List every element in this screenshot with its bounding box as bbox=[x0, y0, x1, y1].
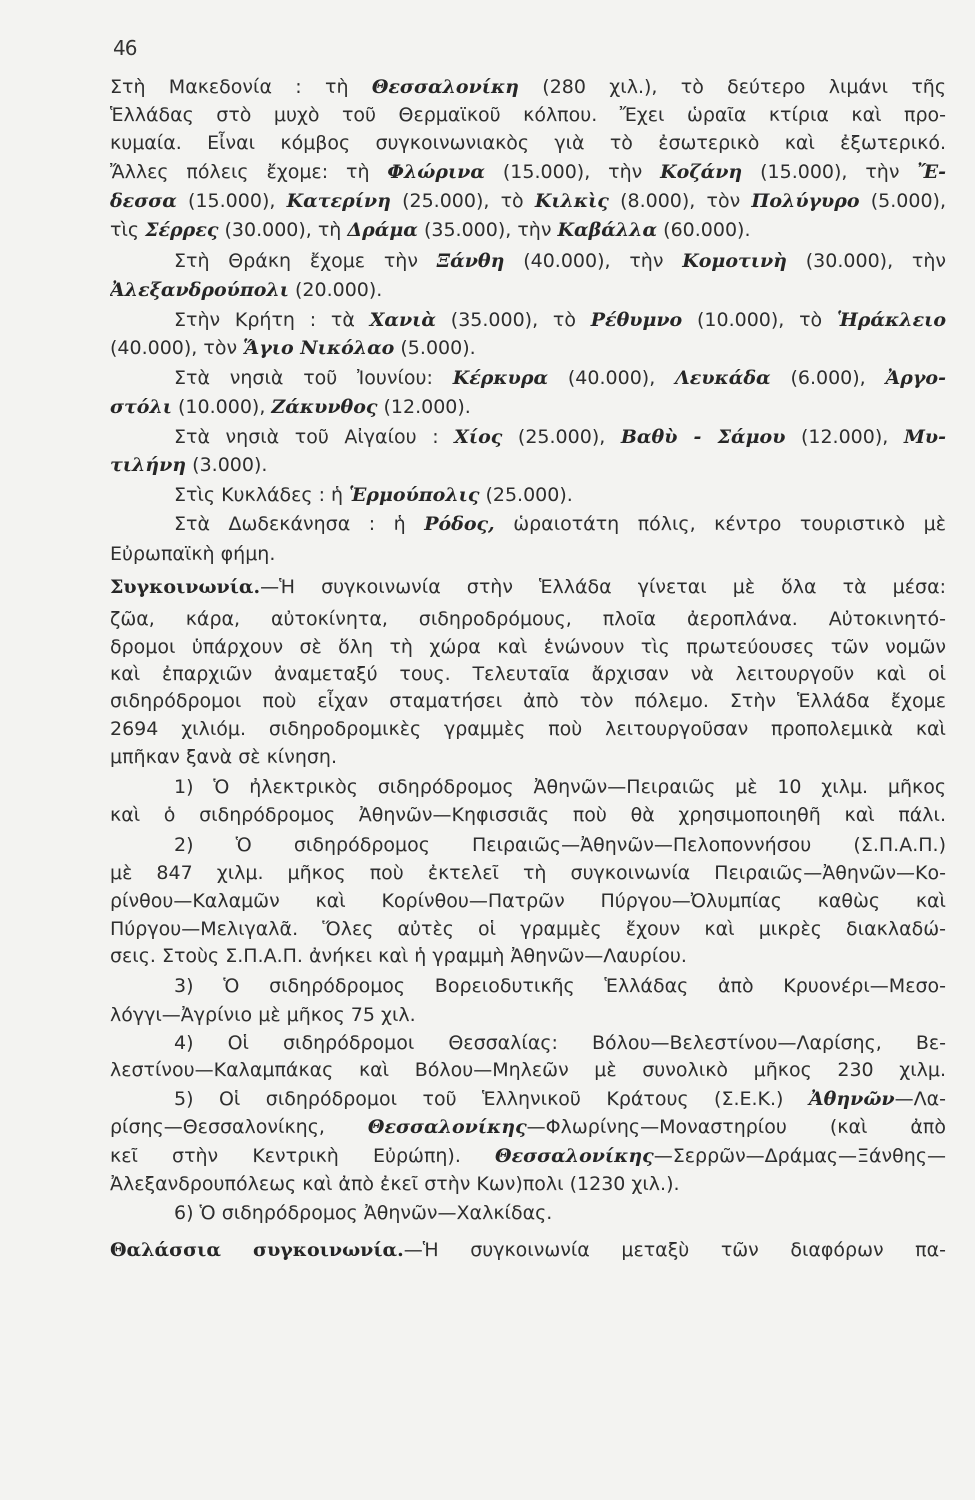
text-line bbox=[110, 128, 946, 158]
text-line bbox=[110, 1112, 946, 1142]
text-segment: (6.000), bbox=[770, 367, 886, 389]
text-segment: (40.000), τὴν bbox=[504, 250, 683, 272]
text-line bbox=[110, 1141, 946, 1171]
text-line bbox=[110, 333, 946, 363]
text-segment: σεις. Στοὺς Σ.Π.Α.Π. ἀνήκει καὶ ἡ γραμμὴ Ἀθηνῶν—Λαυρίου. bbox=[110, 945, 687, 967]
emphasized-text: Ἡράκλειο bbox=[836, 309, 946, 331]
text-line bbox=[174, 480, 946, 510]
emphasized-text: Ἀθηνῶν bbox=[808, 1088, 895, 1110]
emphasized-text: Φλώρινα bbox=[387, 161, 485, 183]
text-segment: —Λα- bbox=[894, 1088, 946, 1110]
text-line bbox=[110, 858, 946, 888]
section-heading: Θαλάσσια συγκοινωνία. bbox=[110, 1239, 404, 1261]
text-segment: ρίσης—Θεσσαλονίκης, bbox=[110, 1116, 368, 1138]
text-segment: (30.000), τὴν bbox=[786, 250, 946, 272]
text-segment: (35.000), τὴν bbox=[417, 219, 558, 241]
text-segment: (280 χιλ.), τὸ δεύτερο λιμάνι τῆς bbox=[519, 76, 946, 98]
section-heading: Συγκοινωνία. bbox=[110, 576, 261, 598]
text-segment: (25.000), τὸ bbox=[390, 190, 535, 212]
text-segment: (15.000), bbox=[176, 190, 287, 212]
text-segment: Στὰ νησιὰ τοῦ Αἰγαίου : bbox=[174, 426, 455, 448]
text-line bbox=[174, 971, 946, 1001]
emphasized-text: Ζάκυνθος bbox=[271, 396, 378, 418]
text-line bbox=[174, 772, 946, 802]
text-segment: 2694 χιλιόμ. σιδηροδρομικὲς γραμμὲς ποὺ λειτουργοῦσαν προπολεμικὰ καὶ bbox=[110, 718, 946, 740]
emphasized-text: Ἀλεξανδρούπολι bbox=[110, 279, 289, 301]
text-segment: (12.000), bbox=[785, 426, 904, 448]
text-segment: Εὐρωπαϊκὴ φήμη. bbox=[110, 543, 276, 565]
emphasized-text: Κοζάνη bbox=[660, 161, 743, 183]
text-line bbox=[110, 659, 946, 689]
text-segment: Ἀλεξανδρουπόλεως καὶ ἀπὸ ἐκεῖ στὴν Κων)πολι (1230 χιλ.). bbox=[110, 1173, 680, 1195]
text-segment: —Φλωρίνης—Μοναστηρίου (καὶ ἀπὸ bbox=[526, 1116, 946, 1138]
text-segment: (25.000), bbox=[502, 426, 621, 448]
text-line bbox=[110, 275, 946, 305]
text-segment: 4) Οἱ σιδηρόδρομοι Θεσσαλίας: Βόλου—Βελεστίνου—Λαρίσης, Βε- bbox=[174, 1032, 946, 1054]
emphasized-text: Ἑρμούπολις bbox=[349, 484, 480, 506]
text-line bbox=[110, 450, 946, 480]
text-segment: (3.000). bbox=[186, 454, 268, 476]
page-number: 46 bbox=[113, 36, 137, 60]
text-line bbox=[174, 1028, 946, 1058]
emphasized-text: Χίος bbox=[454, 426, 503, 448]
text-line bbox=[110, 157, 946, 187]
text-segment: 1) Ὁ ἠλεκτρικὸς σιδηρόδρομος Ἀθηνῶν—Πειραιῶς μὲ 10 χιλμ. μῆκος bbox=[174, 776, 946, 798]
text-segment: λεστίνου—Καλαμπάκας καὶ Βόλου—Μηλεῶν μὲ συνολικὸ μῆκος 230 χιλμ. bbox=[110, 1059, 946, 1081]
text-segment: μπῆκαν ξανὰ σὲ κίνηση. bbox=[110, 746, 337, 768]
text-line bbox=[110, 742, 946, 772]
text-segment: (15.000), τὴν bbox=[485, 161, 661, 183]
text-segment: —Ἡ συγκοινωνία μεταξὺ τῶν διαφόρων πα- bbox=[403, 1239, 946, 1261]
text-segment: Ἄλλες πόλεις ἔχομε: τὴ bbox=[110, 161, 388, 183]
text-segment: (40.000), bbox=[548, 367, 676, 389]
text-segment: Στὴν Κρήτη : τὰ bbox=[174, 309, 370, 331]
text-segment: Στὴ Μακεδονία : τὴ bbox=[110, 76, 372, 98]
emphasized-text: Ξάνθη bbox=[436, 250, 505, 272]
emphasized-text: Μυ- bbox=[903, 426, 946, 448]
emphasized-text: Πολύγυρο bbox=[751, 190, 860, 212]
emphasized-text: Ἔ- bbox=[917, 161, 946, 183]
text-line bbox=[174, 246, 946, 276]
text-line bbox=[174, 363, 946, 393]
text-segment: (5.000), bbox=[859, 190, 946, 212]
text-segment: κυμαία. Εἶναι κόμβος συγκοινωνιακὸς γιὰ τὸ ἐσωτερικὸ καὶ ἐξωτερικό. bbox=[110, 132, 946, 154]
text-line bbox=[174, 1198, 946, 1228]
text-segment: —Ἡ συγκοινωνία στὴν Ἑλλάδα γίνεται μὲ ὅλα τὰ μέσα: bbox=[260, 576, 946, 598]
emphasized-text: Ἅγιο Νικόλαο bbox=[243, 337, 395, 359]
text-line bbox=[110, 686, 946, 716]
emphasized-text: Ρέθυμνο bbox=[590, 309, 683, 331]
emphasized-text: Κέρκυρα bbox=[452, 367, 549, 389]
text-line bbox=[174, 305, 946, 335]
emphasized-text: Λευκάδα bbox=[675, 367, 771, 389]
emphasized-text: Ἀργο- bbox=[885, 367, 946, 389]
text-segment: ζῶα, κάρα, αὐτοκίνητα, σιδηροδρόμους, πλοῖα ἀεροπλάνα. Αὐτοκινητό- bbox=[110, 608, 946, 630]
text-line bbox=[174, 1084, 946, 1114]
text-segment: 2) Ὁ σιδηρόδρομος Πειραιῶς—Ἀθηνῶν—Πελοποννήσου (Σ.Π.Α.Π.) bbox=[174, 834, 946, 856]
text-segment: (5.000). bbox=[394, 337, 476, 359]
text-line bbox=[110, 186, 946, 216]
text-segment: (35.000), τὸ bbox=[436, 309, 591, 331]
text-segment: (8.000), τὸν bbox=[608, 190, 752, 212]
text-segment: Ἑλλάδας στὸ μυχὸ τοῦ Θερμαϊκοῦ κόλπου. Ἔχει ὡραῖα κτίρια καὶ προ- bbox=[110, 104, 946, 126]
emphasized-text: Θεσσαλονίκη bbox=[371, 76, 519, 98]
text-segment: μὲ 847 χιλμ. μῆκος ποὺ ἐκτελεῖ τὴ συγκοινωνία Πειραιῶς—Ἀθηνῶν—Κο- bbox=[110, 862, 946, 884]
text-segment: Στὰ νησιὰ τοῦ Ἰουνίου: bbox=[174, 367, 453, 389]
text-segment: (10.000), τὸ bbox=[682, 309, 837, 331]
text-line bbox=[110, 215, 946, 245]
text-segment: ὡραιοτάτη πόλις, κέντρο τουριστικὸ μὲ bbox=[494, 513, 946, 535]
text-line bbox=[110, 572, 946, 602]
emphasized-text: Βαθὺ - Σάμου bbox=[620, 426, 786, 448]
text-segment: Πύργου—Μελιγαλᾶ. Ὅλες αὐτὲς οἱ γραμμὲς ἔχουν καὶ μικρὲς διακλαδώ- bbox=[110, 918, 946, 940]
text-segment: (40.000), τὸν bbox=[110, 337, 244, 359]
text-line bbox=[110, 1235, 946, 1265]
text-segment: (25.000). bbox=[479, 484, 573, 506]
text-segment: (10.000), bbox=[171, 396, 272, 418]
text-segment: ρίνθου—Καλαμῶν καὶ Κορίνθου—Πατρῶν Πύργου—Ὀλυμπίας καθὼς καὶ bbox=[110, 890, 946, 912]
text-line bbox=[110, 632, 946, 662]
text-segment: κεῖ στὴν Κεντρικὴ Εὐρώπη). bbox=[110, 1145, 496, 1167]
text-line bbox=[110, 914, 946, 944]
text-segment: (20.000). bbox=[288, 279, 383, 301]
text-line bbox=[110, 886, 946, 916]
text-segment: (60.000). bbox=[657, 219, 751, 241]
text-segment: —Σερρῶν—Δράμας—Ξάνθης— bbox=[653, 1145, 946, 1167]
text-segment: (15.000), τὴν bbox=[742, 161, 918, 183]
emphasized-text: Δράμα bbox=[347, 219, 418, 241]
text-line bbox=[110, 1000, 946, 1030]
text-line bbox=[110, 800, 946, 830]
text-segment: 3) Ὁ σιδηρόδρομος Βορειοδυτικῆς Ἑλλάδας ἀπὸ Κρυονέρι—Μεσο- bbox=[174, 975, 946, 997]
text-segment: 5) Οἱ σιδηρόδρομοι τοῦ Ἑλληνικοῦ Κράτους (Σ.Ε.Κ.) bbox=[174, 1088, 809, 1110]
emphasized-text: Κιλκὶς bbox=[534, 190, 609, 212]
text-segment: τὶς bbox=[110, 219, 146, 241]
emphasized-text: Ρόδος, bbox=[424, 513, 495, 535]
text-line bbox=[174, 830, 946, 860]
text-line bbox=[174, 509, 946, 539]
text-segment: 6) Ὁ σιδηρόδρομος Ἀθηνῶν—Χαλκίδας. bbox=[174, 1202, 553, 1224]
emphasized-text: Θεσσαλονίκης bbox=[495, 1145, 654, 1167]
text-line bbox=[110, 1169, 946, 1199]
emphasized-text: τιλήνη bbox=[110, 454, 187, 476]
emphasized-text: Καβάλλα bbox=[557, 219, 658, 241]
text-segment: σιδηρόδρομοι ποὺ εἶχαν σταματήσει ἀπὸ τὸν πόλεμο. Στὴν Ἑλλάδα ἔχομε bbox=[110, 690, 946, 712]
text-line bbox=[110, 1055, 946, 1085]
text-segment: (12.000). bbox=[377, 396, 471, 418]
text-line bbox=[110, 392, 946, 422]
text-line bbox=[110, 714, 946, 744]
text-line bbox=[110, 72, 946, 102]
text-line bbox=[110, 100, 946, 130]
text-line bbox=[174, 422, 946, 452]
text-line bbox=[110, 604, 946, 634]
emphasized-text: Θεσσαλονίκης bbox=[367, 1116, 527, 1138]
text-segment: λόγγι—Ἀγρίνιο μὲ μῆκος 75 χιλ. bbox=[110, 1004, 416, 1026]
text-segment: δρομοι ὑπάρχουν σὲ ὅλη τὴ χώρα καὶ ἑνώνουν τὶς πρωτεύουσες τῶν νομῶν bbox=[110, 636, 946, 658]
text-segment: (30.000), τὴ bbox=[218, 219, 348, 241]
text-segment: Στὰ Δωδεκάνησα : ἡ bbox=[174, 513, 425, 535]
emphasized-text: Σέρρες bbox=[145, 219, 219, 241]
emphasized-text: Κατερίνη bbox=[286, 190, 391, 212]
text-segment: Στὶς Κυκλάδες : ἡ bbox=[174, 484, 350, 506]
text-line bbox=[110, 539, 946, 569]
emphasized-text: στόλι bbox=[110, 396, 172, 418]
emphasized-text: δεσσα bbox=[110, 190, 177, 212]
text-segment: καὶ ὁ σιδηρόδρομος Ἀθηνῶν—Κηφισσιᾶς ποὺ θὰ χρησιμοποιηθῆ καὶ πάλι. bbox=[110, 804, 946, 826]
emphasized-text: Κομοτινὴ bbox=[682, 250, 787, 272]
text-segment: Στὴ Θράκη ἔχομε τὴν bbox=[174, 250, 437, 272]
emphasized-text: Χανιὰ bbox=[369, 309, 436, 331]
text-segment: καὶ ἐπαρχιῶν ἀναμεταξύ τους. Τελευταῖα ἄρχισαν νὰ λειτουργοῦν καὶ οἱ bbox=[110, 663, 946, 685]
text-line bbox=[110, 941, 946, 971]
